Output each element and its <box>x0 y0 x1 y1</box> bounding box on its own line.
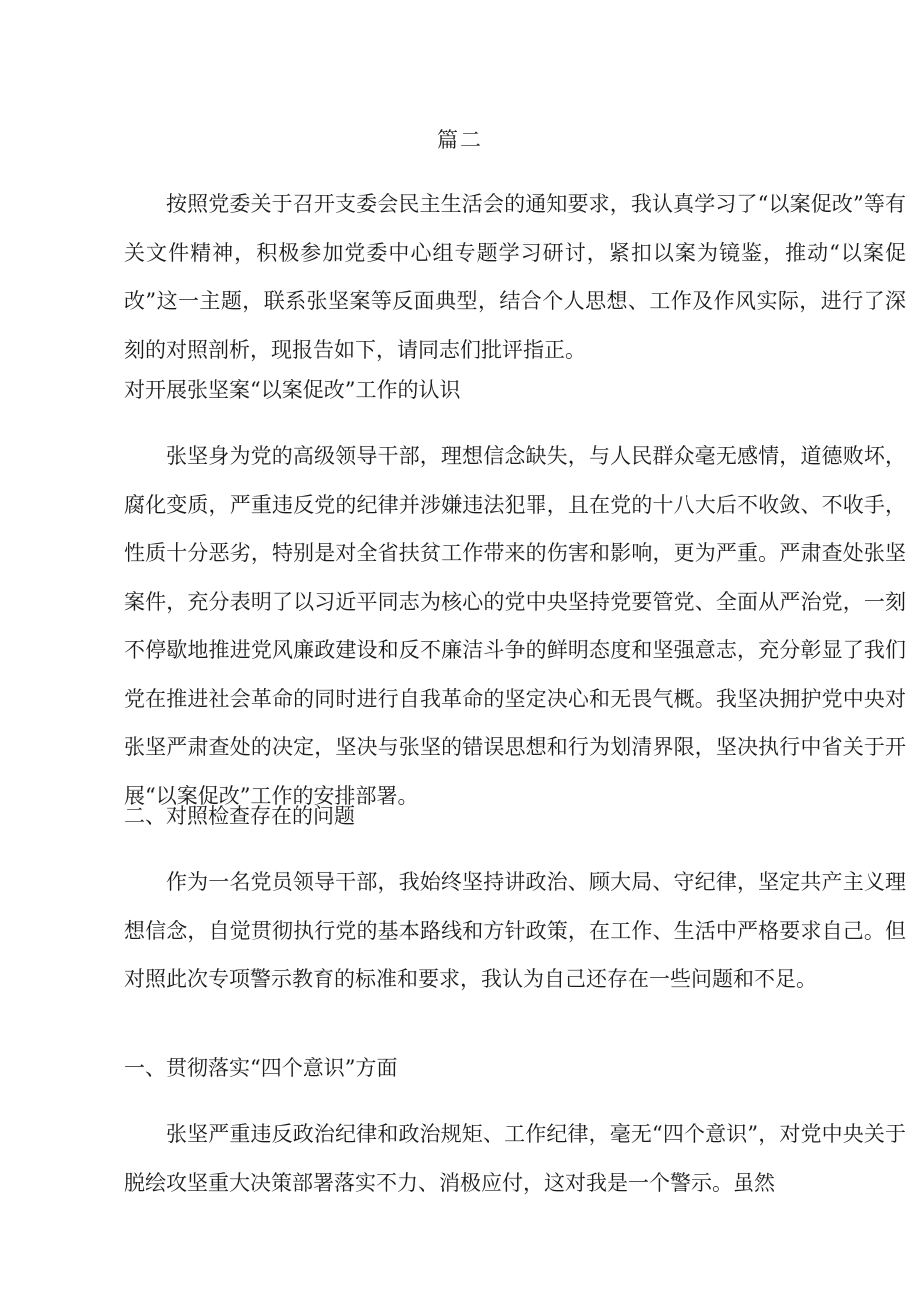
paragraph-problems: 作为一名党员领导干部，我始终坚持讲政治、顾大局、守纪律，坚定共产主义理想信念，自觉贯彻执行党的基本路线和方针政策，在工作、生活中严格要求自己。但对照此次专项警示教育的标准和要求，我认为自己还存在一些问题和不足。 <box>124 870 906 991</box>
section-heading-four-consciousness: 一、贯彻落实“四个意识”方面 <box>124 1056 398 1080</box>
section-heading-recognition: 对开展张坚案“以案促改”工作的认识 <box>124 378 461 402</box>
document-title: 篇二 <box>437 128 483 152</box>
paragraph-intro: 按照党委关于召开支委会民主生活会的通知要求，我认真学习了“以案促改”等有关文件精神，积极参加党委中心组专题学习研讨，紧扣以案为镜鉴，推动“以案促改”这一主题，联系张坚案等反面典型，结合个人思想、工作及作风实际，进行了深刻的对照剖析，现报告如下，请同志们批评指正。 <box>124 192 906 362</box>
section-heading-problems: 二、对照检查存在的问题 <box>124 804 355 828</box>
paragraph-four-consciousness: 张坚严重违反政治纪律和政治规矩、工作纪律，毫无“四个意识”，对党中央关于脱绘攻坚重大决策部署落实不力、消极应付，这对我是一个警示。虽然 <box>124 1122 906 1195</box>
paragraph-recognition: 张坚身为党的高级领导干部，理想信念缺失，与人民群众毫无感情，道德败坏，腐化变质，严重违反党的纪律并涉嫌违法犯罪，且在党的十八大后不收敛、不收手，性质十分恶劣，特别是对全省扶贫工作带来的伤害和影响，更为严重。严肃查处张坚案件，充分表明了以习近平同志为核心的党中央坚持党要管党、全面从严治党，一刻不停歇地推进党风廉政建设和反不廉洁斗争的鲜明态度和坚强意志，充分彰显了我们党在推进社会革命的同时进行自我革命的坚定决心和无畏气概。我坚决拥护党中央对张坚严肃查处的决定，坚决与张坚的错误思想和行为划清界限，坚决执行中省关于开展“以案促改”工作的安排部署。 <box>124 444 906 808</box>
